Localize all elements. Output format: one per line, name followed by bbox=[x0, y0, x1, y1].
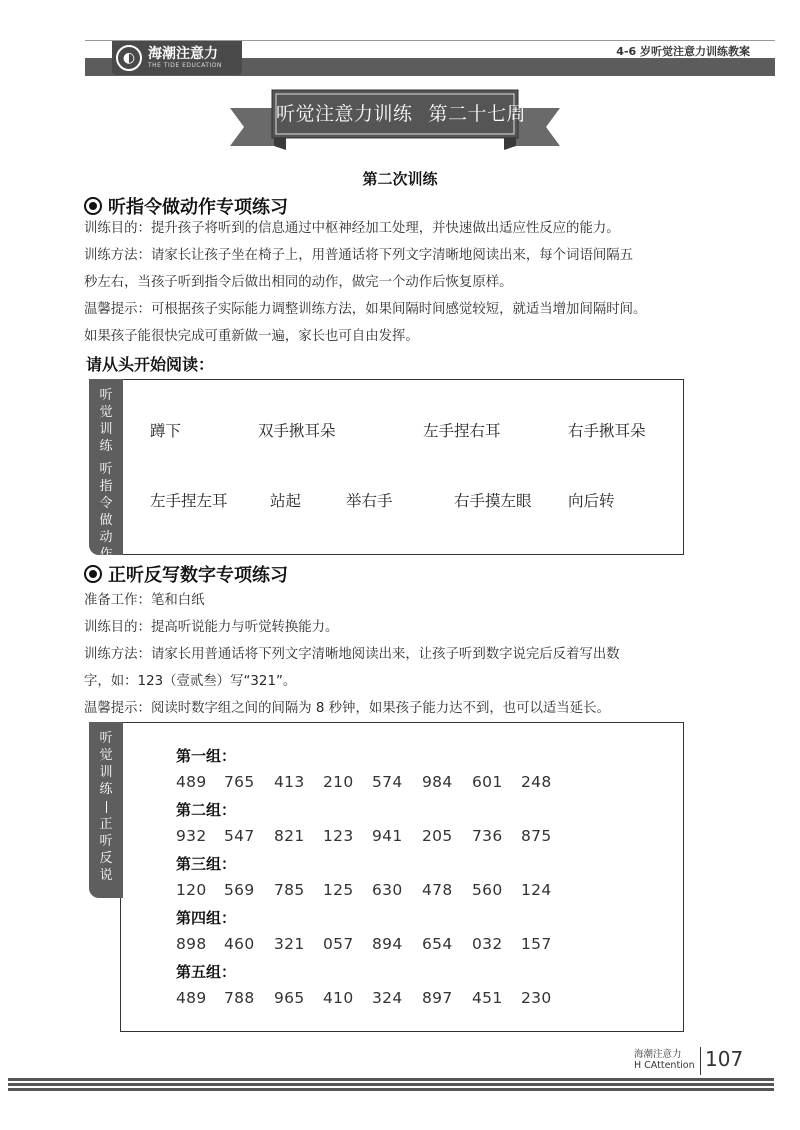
text-line: 如果孩子能很快完成可重新做一遍，家长也可自由发挥。 bbox=[84, 329, 419, 344]
command-item: 向后转 bbox=[568, 492, 615, 510]
tab-char: 听 bbox=[99, 388, 113, 403]
section1-title: 听指令做动作专项练习 bbox=[108, 197, 288, 218]
tab-char: 说 bbox=[99, 868, 113, 883]
group-label: 第三组： bbox=[176, 855, 237, 873]
number-item: 574 bbox=[372, 773, 403, 791]
footer-brand-cn: 海潮注意力 bbox=[634, 1049, 682, 1060]
tab-dash bbox=[106, 801, 107, 813]
text-line: 准备工作：笔和白纸 bbox=[84, 593, 205, 608]
number-item: 821 bbox=[274, 827, 305, 845]
number-item: 324 bbox=[372, 989, 403, 1007]
command-item: 左手捏左耳 bbox=[150, 492, 228, 510]
tab-char: 听 bbox=[99, 834, 113, 849]
command-item: 右手揪耳朵 bbox=[568, 422, 646, 440]
group-label: 第五组： bbox=[176, 963, 237, 981]
number-item: 460 bbox=[224, 935, 255, 953]
number-item: 654 bbox=[422, 935, 453, 953]
number-item: 965 bbox=[274, 989, 305, 1007]
number-item: 125 bbox=[323, 881, 354, 899]
command-item: 双手揪耳朵 bbox=[258, 422, 336, 440]
tab-char: 练 bbox=[99, 439, 113, 454]
tab-char: 训 bbox=[99, 422, 113, 437]
section2-heading bbox=[84, 561, 288, 587]
number-item: 569 bbox=[224, 881, 255, 899]
number-item: 451 bbox=[472, 989, 503, 1007]
number-item: 123 bbox=[323, 827, 354, 845]
numbers-tab bbox=[89, 722, 123, 898]
number-item: 601 bbox=[472, 773, 503, 791]
command-item: 蹲下 bbox=[150, 422, 182, 440]
section2-text bbox=[84, 587, 724, 722]
number-item: 120 bbox=[176, 881, 207, 899]
tab-char: 做 bbox=[99, 513, 113, 528]
number-item: 894 bbox=[372, 935, 403, 953]
tab-char: 觉 bbox=[99, 748, 113, 763]
section1-text bbox=[84, 215, 724, 350]
number-item: 230 bbox=[521, 989, 552, 1007]
text-line: 温馨提示：阅读时数字组之间的间隔为 8 秒钟，如果孩子能力达不到，也可以适当延长。 bbox=[84, 701, 610, 716]
text-line: 训练目的：提升孩子将听到的信息通过中枢神经加工处理，并快速做出适应性反应的能力。 bbox=[84, 221, 620, 236]
text-line: 字，如：123（壹贰叁）写“321”。 bbox=[84, 674, 297, 689]
commands-box bbox=[120, 379, 684, 555]
command-item: 举右手 bbox=[346, 492, 393, 510]
tab-char: 听 bbox=[99, 462, 113, 477]
footer-rules bbox=[8, 1078, 774, 1093]
number-item: 932 bbox=[176, 827, 207, 845]
tab-char: 听 bbox=[99, 731, 113, 746]
tab-char: 令 bbox=[99, 496, 113, 511]
logo-text-en: THE TIDE EDUCATION bbox=[148, 62, 222, 69]
number-item: 478 bbox=[422, 881, 453, 899]
number-item: 489 bbox=[176, 989, 207, 1007]
bullet-target-icon bbox=[84, 197, 102, 215]
banner-text bbox=[276, 95, 526, 129]
number-item: 630 bbox=[372, 881, 403, 899]
section2-title: 正听反写数字专项练习 bbox=[108, 565, 288, 586]
number-item: 898 bbox=[176, 935, 207, 953]
page-number: 107 bbox=[705, 1047, 744, 1071]
number-item: 785 bbox=[274, 881, 305, 899]
tab-char: 作 bbox=[99, 547, 113, 562]
text-line: 训练目的：提高听说能力与听觉转换能力。 bbox=[84, 620, 339, 635]
text-line: 训练方法：请家长用普通话将下列文字清晰地阅读出来，让孩子听到数字说完后反着写出数 bbox=[84, 647, 620, 662]
number-item: 941 bbox=[372, 827, 403, 845]
text-line: 训练方法：请家长让孩子坐在椅子上，用普通话将下列文字清晰地阅读出来，每个词语间隔五 bbox=[84, 248, 634, 263]
number-item: 736 bbox=[472, 827, 503, 845]
number-item: 205 bbox=[422, 827, 453, 845]
command-item: 右手摸左眼 bbox=[454, 492, 532, 510]
tab-char: 动 bbox=[99, 530, 113, 545]
number-item: 413 bbox=[274, 773, 305, 791]
number-item: 875 bbox=[521, 827, 552, 845]
number-item: 248 bbox=[521, 773, 552, 791]
number-item: 489 bbox=[176, 773, 207, 791]
footer-brand bbox=[634, 1049, 695, 1071]
number-item: 057 bbox=[323, 935, 354, 953]
number-item: 765 bbox=[224, 773, 255, 791]
command-item: 左手捏右耳 bbox=[423, 422, 501, 440]
banner-title: 听觉注意力训练 bbox=[276, 102, 413, 125]
number-item: 124 bbox=[521, 881, 552, 899]
number-item: 897 bbox=[422, 989, 453, 1007]
number-item: 410 bbox=[323, 989, 354, 1007]
tide-logo-icon: ◐ bbox=[116, 45, 142, 71]
tab-char: 指 bbox=[99, 479, 113, 494]
footer-separator bbox=[700, 1047, 701, 1075]
bullet-target-icon bbox=[84, 565, 102, 583]
banner-week: 第二十七周 bbox=[428, 102, 527, 125]
tab-char: 觉 bbox=[99, 405, 113, 420]
group-label: 第二组： bbox=[176, 801, 237, 819]
number-item: 210 bbox=[323, 773, 354, 791]
logo bbox=[112, 41, 242, 75]
read-heading: 请从头开始阅读： bbox=[86, 355, 215, 374]
tab-char: 练 bbox=[99, 782, 113, 797]
number-item: 560 bbox=[472, 881, 503, 899]
number-item: 788 bbox=[224, 989, 255, 1007]
number-item: 321 bbox=[274, 935, 305, 953]
tab-char: 训 bbox=[99, 765, 113, 780]
numbers-box bbox=[120, 722, 684, 1032]
commands-tab bbox=[89, 379, 123, 562]
tab-char: 反 bbox=[99, 851, 113, 866]
tab-char: 正 bbox=[99, 817, 113, 832]
number-item: 984 bbox=[422, 773, 453, 791]
text-line: 秒左右，当孩子听到指令后做出相同的动作，做完一个动作后恢复原样。 bbox=[84, 275, 513, 290]
text-line: 温馨提示：可根据孩子实际能力调整训练方法，如果间隔时间感觉较短，就适当增加间隔时间。 bbox=[84, 302, 647, 317]
number-item: 157 bbox=[521, 935, 552, 953]
number-item: 032 bbox=[472, 935, 503, 953]
logo-text-cn: 海潮注意力 bbox=[148, 46, 218, 62]
session-subtitle: 第二次训练 bbox=[362, 170, 438, 188]
footer-brand-en: H CAttention bbox=[634, 1060, 695, 1071]
number-item: 547 bbox=[224, 827, 255, 845]
running-title: 4-6 岁听觉注意力训练教案 bbox=[616, 45, 750, 58]
group-label: 第一组： bbox=[176, 747, 237, 765]
group-label: 第四组： bbox=[176, 909, 237, 927]
command-item: 站起 bbox=[270, 492, 302, 510]
